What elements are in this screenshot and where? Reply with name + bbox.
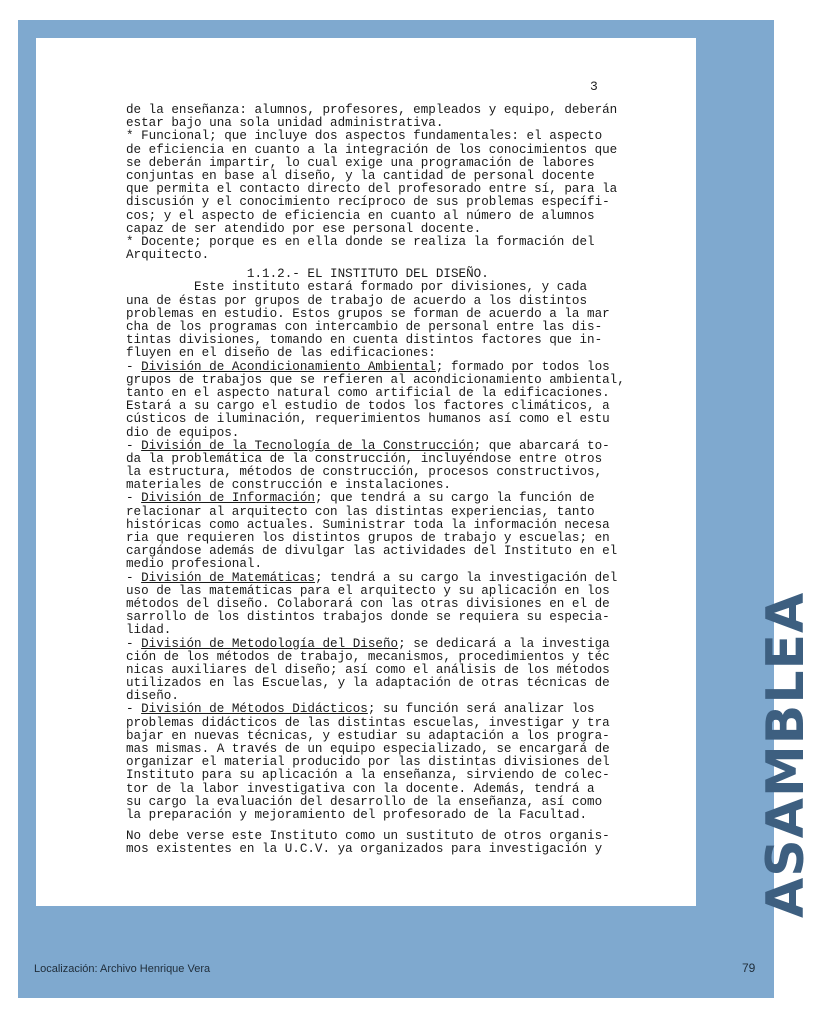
text-line: grupos de trabajos que se refieren al acondicionamiento ambiental, [126,372,625,387]
division-text: ; que tendrá a su cargo la función de [314,491,595,506]
text-line: cústicos de iluminación, requerimientos humanos así como el estu [126,412,610,427]
text-line: bajar en nuevas técnicas, y estudiar su adaptación a los progra- [126,728,610,743]
text-line: conjuntas en base al diseño, y la cantidad de personal docente [126,168,595,183]
text-line: una de éstas por grupos de trabajo de acuerdo a los distintos [126,293,588,308]
text-line: * Funcional; que incluye dos aspectos fundamentales: el aspecto [126,129,603,144]
division-text: ; se dedicará a la investiga [398,636,610,651]
text-line: No debe verse este Instituto como un sustituto de otros organis- [126,829,610,844]
division-name: División de Matemáticas [141,570,315,585]
division-item: - División de Matemáticas; tendrá a su cargo la investigación del [126,570,618,585]
text-line: que permita el contacto directo del profesorado entre sí, para la [126,182,618,197]
division-name: División de Metodología del Diseño [141,636,399,651]
text-line: discusión y el conocimiento recíproco de sus problemas específi- [126,195,610,210]
text-line: se deberán impartir, lo cual exige una programación de labores [126,155,595,170]
text-line: uso de las matemáticas para el arquitecto y su aplicación en los [126,583,610,598]
text-line: históricas como actuales. Suministrar toda la información necesa [126,517,610,532]
text-line: métodos del diseño. Colaborará con las otras divisiones en el de [126,596,610,611]
closing-paragraph [126,830,666,856]
text-line: la estructura, métodos de construcción, procesos constructivos, [126,465,603,480]
text-line: su cargo la evaluación del desarrollo de la enseñanza, así como [126,794,603,809]
text-line: Instituto para su aplicación a la enseñanza, sirviendo de colec- [126,768,610,783]
intro-paragraphs [126,104,666,262]
institute-paragraph [126,281,666,360]
text-line: mos existentes en la U.C.V. ya organizados para investigación y [126,842,603,857]
text-line: cos; y el aspecto de eficiencia en cuanto al número de alumnos [126,208,595,223]
text-line: tor de la labor investigativa con la docente. Además, tendrá a [126,781,595,796]
text-line: medio profesional. [126,557,263,572]
divisions-list [126,361,666,823]
text-line: mas mismas. A través de un equipo especializado, se encargará de [126,742,610,756]
division-name: División de la Tecnología de la Construcción [141,438,474,453]
division-item: - División de Acondicionamiento Ambiental; formado por todos los [126,359,610,374]
text-line: ción de los métodos de trabajo, mecanismos, procedimientos y téc [126,649,610,664]
text-line: problemas didácticos de las distintas escuelas, investigar y tra [126,715,610,730]
text-line: Este instituto estará formado por divisiones, y cada [126,280,588,295]
text-line: tintas divisiones, tomando en cuenta distintos factores que in- [126,333,603,348]
division-text: ; formado por todos los [435,359,610,374]
division-item: - División de Métodos Didácticos; su función será analizar los [126,702,595,717]
side-title: ASAMBLEA [756,591,816,918]
text-line: de la enseñanza: alumnos, profesores, empleados y equipo, deberán [126,103,618,117]
division-text: ; que abarcará to- [473,438,610,453]
division-item: - División de Metodología del Diseño; se dedicará a la investiga [126,636,610,651]
text-line: Arquitecto. [126,248,210,263]
page-number: 3 [590,79,598,94]
division-text: ; tendrá a su cargo la investigación del [314,570,618,585]
division-name: División de Métodos Didácticos [141,702,368,717]
division-name: División de Acondicionamiento Ambiental [141,359,436,374]
text-line: * Docente; porque es en ella donde se realiza la formación del [126,234,595,249]
division-item: - División de la Tecnología de la Construcción; que abarcará to- [126,438,610,453]
division-name: División de Información [141,491,315,506]
text-line: da la problemática de la construcción, incluyéndose entre otros [126,451,603,466]
text-line: Estará a su cargo el estudio de todos los factores climáticos, a [126,399,610,414]
footer-page-number: 79 [742,961,756,975]
text-line: diseño. [126,689,179,704]
footer-source: Localización: Archivo Henrique Vera [34,963,211,975]
text-line: estar bajo una sola unidad administrativa. [126,116,444,131]
text-line: organizar el material producido por las distintas divisiones del [126,755,610,770]
text-line: relacionar al arquitecto con las distintas experiencias, tanto [126,504,595,519]
section-heading: 1.1.2.- EL INSTITUTO DEL DISEÑO. [246,267,489,282]
division-item: - División de Información; que tendrá a su cargo la función de [126,491,595,506]
text-line: problemas en estudio. Estos grupos se forman de acuerdo a la mar [126,306,610,321]
text-line: cargándose además de divulgar las actividades del Instituto en el [126,544,618,559]
text-line: la preparación y mejoramiento del profesorado de la Facultad. [126,807,588,822]
text-line: dio de equipos. [126,425,240,440]
text-line: fluyen en el diseño de las edificaciones: [126,346,436,361]
text-line: lidad. [126,623,172,638]
text-line: de eficiencia en cuanto a la integración de los conocimientos que [126,142,618,157]
text-line: materiales de construcción e instalaciones. [126,478,451,493]
text-line: capaz de ser atendido por ese personal docente. [126,221,482,236]
text-line: sarrollo de los distintos trabajos donde se requiera su especia- [126,610,610,625]
text-line: cha de los programas con intercambio de personal entre las dis- [126,320,603,334]
division-text: ; su función será analizar los [367,702,595,717]
text-line: utilizados en las Escuelas, y la adaptación de otras técnicas de [126,676,610,691]
document-body [126,104,666,857]
text-line: ria que requieren los distintos grupos de trabajo y escuelas; en [126,531,610,545]
text-line: nicas auxiliares del diseño; así como el análisis de los métodos [126,662,610,677]
text-line: tanto en el aspecto natural como artificial de la edificaciones. [126,385,610,400]
